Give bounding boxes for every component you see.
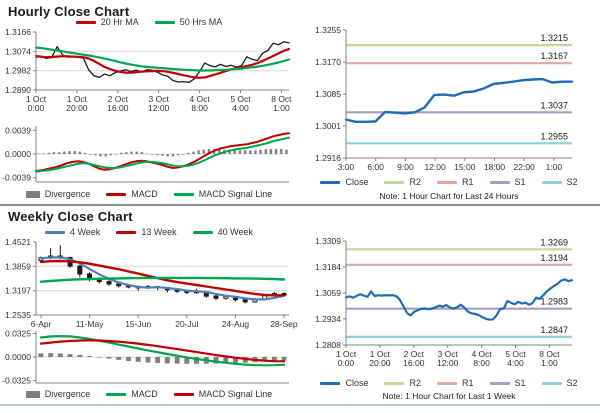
y-axis-tick-label: 1.3184	[315, 261, 341, 272]
x-axis-tick-label: 28-Sep	[270, 319, 298, 329]
legend-swatch-icon	[320, 382, 340, 385]
level-label-r1: 1.3194	[540, 252, 568, 263]
y-axis-tick-label: 1.3170	[315, 57, 341, 68]
legend-label: MACD	[131, 189, 158, 199]
legend-swatch-icon	[437, 181, 457, 184]
legend-label: S1	[514, 378, 526, 388]
y-axis-tick-label: 1.3166	[5, 27, 31, 37]
y-axis-tick-label: 1.3001	[315, 120, 341, 131]
weekly-support-resistance-chart	[300, 236, 598, 378]
legend-label: MACD	[131, 389, 158, 399]
level-label-s1: 1.2983	[540, 296, 568, 307]
legend-swatch-icon	[174, 193, 194, 196]
y-axis-tick-label: 1.2890	[5, 85, 31, 95]
legend-swatch-icon	[26, 391, 40, 398]
legend-label: 13 Week	[141, 227, 177, 237]
legend-label: Divergence	[44, 389, 91, 399]
candlestick	[117, 284, 121, 286]
x-axis-tick-label: 1:00	[541, 358, 558, 368]
legend-swatch-icon	[174, 393, 194, 396]
hourly-chart-title: Hourly Close Chart	[8, 4, 130, 19]
y-axis-tick-label: 1.3059	[315, 287, 341, 298]
x-axis-tick-label: 20:00	[66, 103, 88, 113]
legend-swatch-icon	[193, 231, 213, 234]
x-axis-tick-label: 1:00	[273, 103, 290, 113]
legend-label: MACD Signal Line	[198, 189, 273, 199]
x-axis-tick-label: 20-Jul	[175, 319, 199, 329]
hourly-sr-legend	[300, 176, 598, 188]
legend-label: Divergence	[44, 189, 91, 199]
x-axis-tick-label: 2 Oct	[403, 349, 424, 359]
weekly-chart-title: Weekly Close Chart	[8, 209, 133, 224]
legend-label: S2	[566, 177, 578, 187]
x-axis-tick-label: 15:00	[454, 162, 476, 172]
y-axis-tick-label: 1.3255	[315, 25, 341, 35]
legend-label: 50 Hrs MA	[179, 17, 223, 27]
series-close	[346, 79, 572, 122]
legend-swatch-icon	[76, 21, 96, 24]
y-axis-tick-label: -0.0325	[2, 375, 31, 386]
series-close	[346, 279, 572, 319]
legend-label: R1	[461, 378, 474, 388]
x-axis-tick-label: 5 Oct	[505, 349, 526, 359]
legend-swatch-icon	[106, 193, 126, 196]
x-axis-tick-label: 18:00	[483, 162, 506, 172]
x-axis-tick-label: 12:00	[424, 162, 446, 172]
weekly-sr-legend	[300, 377, 598, 389]
y-axis-tick-label: 1.2808	[315, 340, 341, 350]
x-axis-tick-label: 3 Oct	[148, 94, 169, 104]
y-axis-tick-label: 1.3309	[315, 236, 341, 246]
x-axis-tick-label: 20:00	[369, 358, 391, 368]
y-axis-tick-label: 1.3197	[5, 285, 31, 296]
x-axis-tick-label: 1:00	[545, 162, 563, 172]
hourly-macd-chart	[0, 118, 298, 188]
x-axis-tick-label: 5 Oct	[230, 94, 251, 104]
legend-swatch-icon	[116, 231, 136, 234]
y-axis-tick-label: 0.0000	[5, 352, 31, 362]
y-axis-tick-label: 0.0325	[5, 328, 31, 339]
x-axis-tick-label: 1 Oct	[25, 94, 47, 104]
x-axis-tick-label: 6-Apr	[30, 319, 52, 329]
candlestick	[214, 296, 218, 298]
legend-label: S2	[566, 378, 578, 388]
legend-swatch-icon	[26, 191, 40, 198]
legend-item-s2	[542, 177, 578, 187]
y-axis-tick-label: 1.4521	[5, 237, 31, 247]
legend-item-s1	[490, 378, 526, 388]
candlestick	[243, 300, 247, 302]
x-axis-tick-label: 0:00	[337, 358, 355, 368]
y-axis-tick-label: 1.3074	[5, 46, 31, 57]
x-axis-tick-label: 12:00	[148, 103, 170, 113]
x-axis-tick-label: 4 Oct	[189, 94, 210, 104]
legend-label: R2	[409, 177, 421, 187]
x-axis-tick-label: 8 Oct	[271, 94, 292, 104]
candlestick	[78, 266, 82, 274]
legend-swatch-icon	[490, 181, 510, 184]
legend-item-s1	[490, 177, 526, 187]
legend-swatch-icon	[106, 393, 126, 396]
legend-item-macd	[106, 389, 158, 399]
weekly-price-chart	[0, 236, 298, 330]
y-axis-tick-label: 1.2934	[315, 313, 341, 324]
y-axis-tick-label: 1.2535	[5, 310, 31, 320]
section-divider	[0, 204, 600, 206]
legend-swatch-icon	[155, 21, 175, 24]
x-axis-tick-label: 4 Oct	[471, 349, 492, 359]
x-axis-tick-label: 0:00	[27, 103, 45, 113]
level-label-s2: 1.2847	[540, 324, 568, 335]
x-axis-tick-label: 2 Oct	[107, 94, 128, 104]
legend-label: 4 Week	[69, 227, 101, 237]
x-axis-tick-label: 8:00	[191, 103, 208, 113]
level-label-s1: 1.3037	[540, 100, 568, 111]
x-axis-tick-label: 3 Oct	[437, 349, 458, 359]
x-axis-tick-label: 1 Oct	[335, 349, 357, 359]
legend-item-s2	[542, 378, 578, 388]
legend-label: Close	[345, 378, 369, 388]
series-macd-signal-line	[41, 340, 284, 361]
legend-item-divergence	[26, 389, 91, 399]
candlestick	[107, 282, 111, 284]
x-axis-tick-label: 22:00	[513, 162, 535, 172]
legend-swatch-icon	[490, 382, 510, 385]
x-axis-tick-label: 3:00	[337, 162, 355, 172]
hourly-support-resistance-chart	[300, 24, 598, 180]
bottom-divider	[0, 404, 600, 406]
legend-swatch-icon	[45, 231, 65, 234]
hourly-macd-legend	[0, 188, 298, 200]
legend-label: MACD Signal Line	[198, 389, 273, 399]
level-label-s2: 1.2955	[540, 131, 568, 142]
legend-item-macd-signal-line	[174, 389, 273, 399]
x-axis-tick-label: 6:00	[367, 162, 384, 172]
y-axis-tick-label: 0.0039	[5, 125, 31, 136]
legend-label: R1	[461, 177, 474, 187]
x-axis-tick-label: 8:00	[473, 358, 490, 368]
x-axis-tick-label: 8 Oct	[539, 349, 560, 359]
level-label-r2: 1.3269	[540, 237, 568, 248]
legend-label: Close	[345, 177, 369, 187]
y-axis-tick-label: 1.3085	[315, 89, 341, 100]
x-axis-tick-label: 4:00	[232, 103, 249, 113]
legend-label: 40 Week	[217, 227, 254, 237]
level-label-r1: 1.3167	[540, 51, 568, 62]
weekly-macd-legend	[0, 388, 298, 400]
legend-label: R2	[409, 378, 421, 388]
level-label-r2: 1.3215	[540, 33, 568, 44]
y-axis-tick-label: 1.2982	[5, 65, 31, 76]
y-axis-tick-label: -0.0039	[2, 172, 31, 183]
x-axis-tick-label: 12:00	[437, 358, 459, 368]
legend-swatch-icon	[384, 382, 404, 385]
x-axis-tick-label: 16:00	[403, 358, 425, 368]
hourly-sr-note: Note: 1 Hour Chart for Last 24 Hours	[379, 191, 519, 201]
weekly-macd-chart	[0, 326, 298, 388]
legend-item-r1	[437, 378, 474, 388]
legend-swatch-icon	[542, 181, 562, 184]
legend-item-close	[320, 177, 368, 187]
legend-swatch-icon	[320, 181, 340, 184]
weekly-sr-note: Note: 1 Hour Chart for Last 1 Week	[382, 391, 516, 401]
legend-swatch-icon	[542, 382, 562, 385]
x-axis-tick-label: 16:00	[107, 103, 129, 113]
x-axis-tick-label: 1 Oct	[369, 349, 391, 359]
legend-item-r2	[384, 378, 421, 388]
legend-label: S1	[514, 177, 526, 187]
legend-item-macd	[106, 189, 158, 199]
legend-item-divergence	[26, 189, 91, 199]
legend-item-close	[320, 378, 368, 388]
hourly-price-chart	[0, 26, 298, 116]
x-axis-tick-label: 4:00	[507, 358, 524, 368]
x-axis-tick-label: 1 Oct	[66, 94, 88, 104]
y-axis-tick-label: 1.3859	[5, 261, 31, 272]
legend-item-r1	[437, 177, 474, 187]
legend-item-r2	[384, 177, 421, 187]
legend-swatch-icon	[437, 382, 457, 385]
legend-item-macd-signal-line	[174, 189, 273, 199]
x-axis-tick-label: 9:00	[397, 162, 414, 172]
x-axis-tick-label: 11-May	[75, 319, 104, 329]
series-close	[36, 42, 289, 83]
y-axis-tick-label: 0.0000	[5, 149, 31, 159]
x-axis-tick-label: 24-Aug	[221, 319, 250, 329]
legend-swatch-icon	[384, 181, 404, 184]
y-axis-tick-label: 1.2916	[315, 153, 341, 163]
legend-label: 20 Hr MA	[100, 17, 139, 27]
x-axis-tick-label: 15-Jun	[125, 319, 152, 329]
